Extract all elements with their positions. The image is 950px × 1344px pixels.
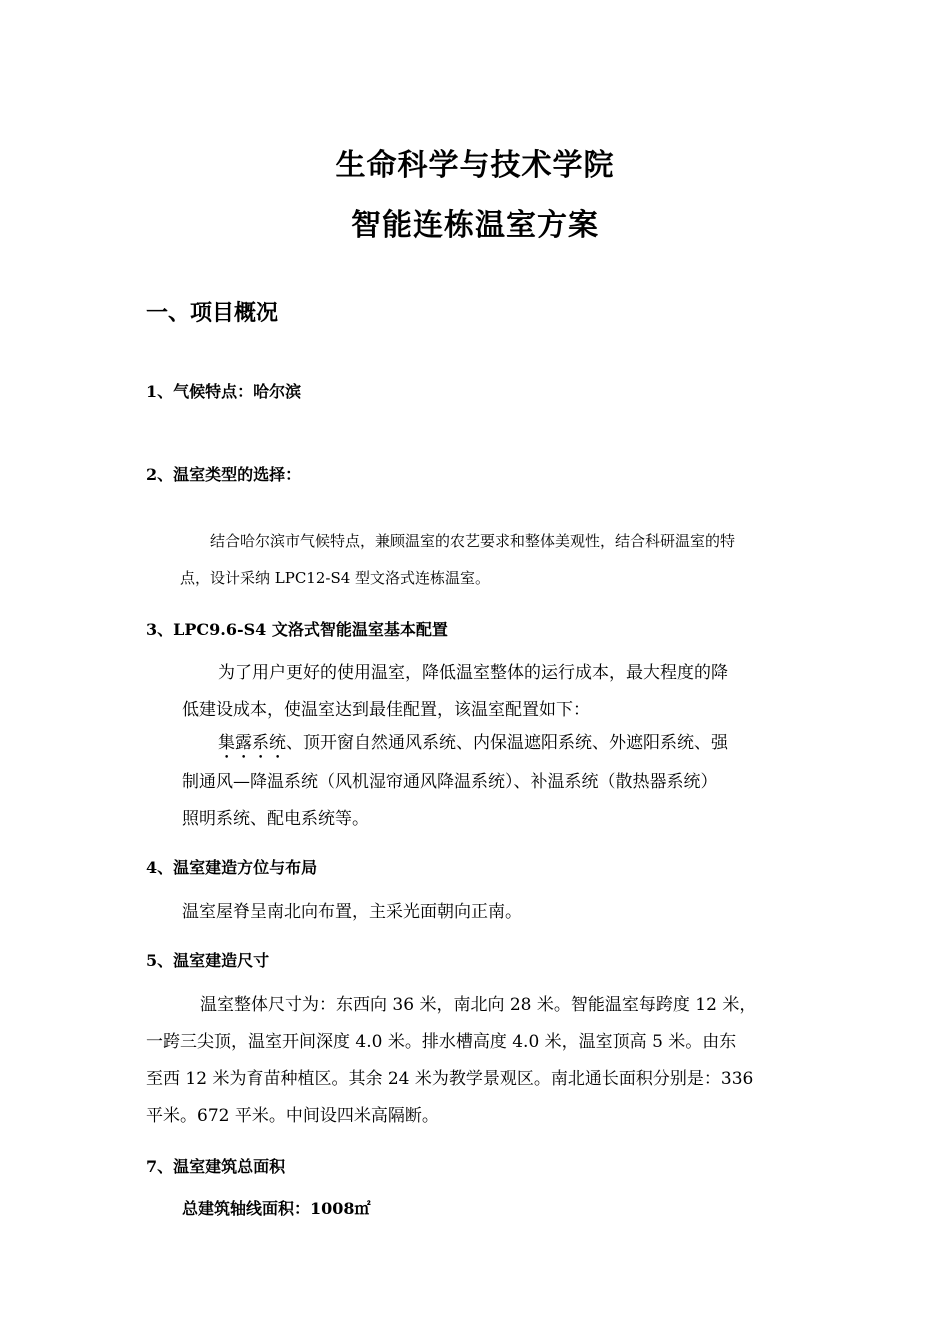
total-area-label: 总建筑轴线面积： [182,1199,311,1218]
dimensions-text-line4: 平米。672 平米。中间设四米高隔断。 [146,1106,439,1126]
config-paragraph1-line1: 为了用户更好的使用温室，降低温室整体的运行成本，最大程度的降 [218,663,728,683]
orientation-text: 温室屋脊呈南北向布置，主采光面朝向正南。 [182,902,522,922]
item-heading-total-area: 7、温室建筑总面积 [146,1157,286,1176]
config-paragraph2-line3: 照明系统、配电系统等。 [182,809,369,829]
config-paragraph2-line2: 制通风—降温系统（风机湿帘通风降温系统）、补温系统（散热器系统） [182,772,718,792]
document-title-line2: 智能连栋温室方案 [351,208,599,243]
config-paragraph1-line2: 低建设成本，使温室达到最佳配置，该温室配置如下： [182,700,590,720]
config-paragraph2-line1 [218,728,728,763]
dimensions-text-line1: 温室整体尺寸为：东西向 36 米，南北向 28 米。智能温室每跨度 12 米， [200,995,757,1015]
section-heading-project-overview: 一、项目概况 [146,300,279,326]
document-title-line1: 生命科学与技术学院 [335,148,615,183]
item-heading-greenhouse-type: 2、温室类型的选择： [146,465,302,484]
item-heading-basic-config: 3、LPC9.6-S4 文洛式智能温室基本配置 [146,620,448,639]
dimensions-text-line2: 一跨三尖顶，温室开间深度 4.0 米。排水槽高度 4.0 米，温室顶高 5 米。由东 [146,1032,737,1052]
item-heading-climate: 1、气候特点：哈尔滨 [146,382,302,401]
greenhouse-type-text-line1: 结合哈尔滨市气候特点，兼顾温室的农艺要求和整体美观性，结合科研温室的特 [210,532,736,550]
total-area-line [182,1196,371,1219]
config-paragraph2-line1-rest: 、顶开窗自然通风系统、内保温遮阳系统、外遮阳系统、强 [286,733,728,753]
dimensions-text-line3: 至西 12 米为育苗种植区。其余 24 米为教学景观区。南北通长面积分别是：336 [146,1069,754,1089]
greenhouse-type-text-line2: 点，设计采纳 LPC12-S4 型文洛式连栋温室。 [180,569,491,587]
item-heading-dimensions: 5、温室建造尺寸 [146,951,270,970]
total-area-value: 1008㎡ [310,1199,371,1218]
config-emphasized-term: 集露系统 [218,733,286,753]
item-heading-orientation: 4、温室建造方位与布局 [146,858,318,877]
